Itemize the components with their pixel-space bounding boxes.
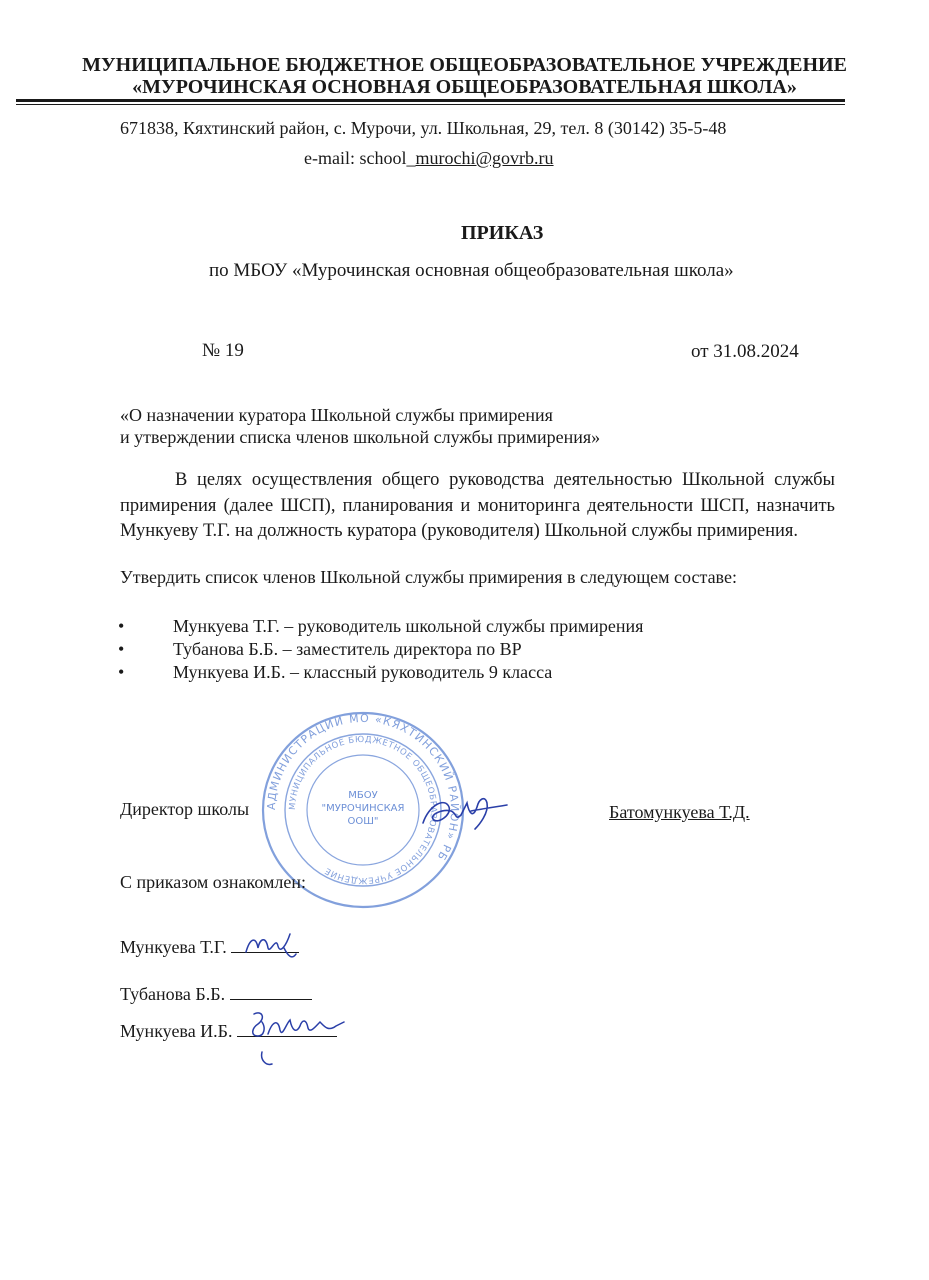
school-address: 671838, Кяхтинский район, с. Мурочи, ул. Школьная, 29, тел. 8 (30142) 35-5-48 (120, 118, 727, 138)
signer-name: Тубанова Б.Б. (120, 984, 226, 1004)
signer-name: Мункуева Т.Г. (120, 937, 227, 957)
director-signature-icon (415, 785, 515, 835)
signature-line (230, 999, 312, 1000)
member-text: Мункуева Т.Г. – руководитель школьной службы примирения (173, 616, 644, 636)
stamp-center-line2: "МУРОЧИНСКАЯ (321, 803, 405, 814)
header-rule-thick (16, 99, 845, 102)
stamp-center-line3: ООШ" (347, 816, 379, 827)
member-text: Мункуева И.Б. – классный руководитель 9 класса (173, 662, 553, 682)
order-subject-line2: и утверждении списка членов школьной службы примирения» (120, 427, 601, 447)
signer-name: Мункуева И.Б. (120, 1021, 233, 1041)
header-rule-thin (16, 104, 845, 105)
director-label: Директор школы (120, 799, 250, 819)
email-link[interactable]: murochi@govrb.ru (415, 148, 554, 168)
acquainted-label: С приказом ознакомлен: (120, 872, 307, 892)
bullet-icon: • (118, 616, 125, 636)
approve-members-text: Утвердить список членов Школьной службы примирения в следующем составе: (120, 567, 737, 587)
order-number: № 19 (202, 340, 244, 361)
signer1-signature-icon (236, 924, 306, 964)
signer-row (120, 984, 312, 1005)
director-name: Батомункуева Т.Д. (609, 802, 750, 822)
bullet-icon: • (118, 639, 125, 659)
order-body-paragraph: В целях осуществления общего руководства деятельностью Школьной службы примирения (далее ШСП), планирования и мониторинга деятельности ШСП, назначить Мункуеву Т.Г. на должность куратора (руководителя) Школьной службы примирения. (120, 470, 835, 541)
stamp-center-line1: МБОУ (348, 790, 378, 801)
order-subtitle: по МБОУ «Мурочинская основная общеобразовательная школа» (209, 260, 734, 281)
member-text: Тубанова Б.Б. – заместитель директора по ВР (173, 639, 522, 659)
org-name-line1: МУНИЦИПАЛЬНОЕ БЮДЖЕТНОЕ ОБЩЕОБРАЗОВАТЕЛЬНОЕ УЧРЕЖДЕНИЕ (82, 54, 847, 76)
bullet-icon: • (118, 662, 125, 682)
order-date: от 31.08.2024 (691, 341, 799, 362)
order-subject-line1: «О назначении куратора Школьной службы примирения (120, 405, 553, 425)
school-email (304, 148, 554, 169)
signer3-signature-icon (232, 1004, 357, 1074)
stamp-outer-text: АДМИНИСТРАЦИИ МО «КЯХТИНСКИЙ РАЙОН» РБ (264, 711, 462, 864)
order-title: ПРИКАЗ (461, 222, 544, 244)
org-name-line2: «МУРОЧИНСКАЯ ОСНОВНАЯ ОБЩЕОБРАЗОВАТЕЛЬНАЯ ШКОЛА» (132, 76, 797, 98)
email-prefix: e-mail: school_ (304, 148, 416, 168)
stamp-inner-text: МУНИЦИПАЛЬНОЕ БЮДЖЕТНОЕ ОБЩЕОБРАЗОВАТЕЛЬНОЕ УЧРЕЖДЕНИЕ (287, 734, 439, 886)
